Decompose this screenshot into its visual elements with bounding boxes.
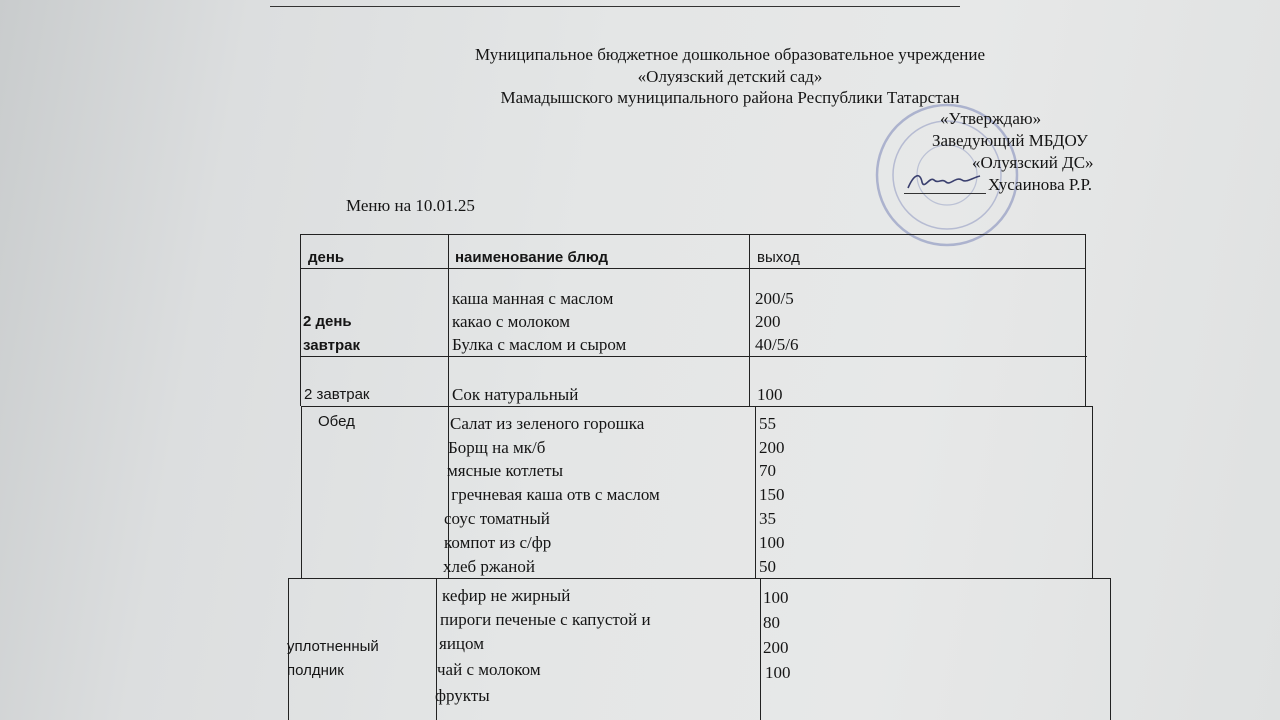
approval-line2: Заведующий МБДОУ bbox=[932, 131, 1088, 150]
breakfast-label-line2: завтрак bbox=[303, 337, 360, 354]
breakfast-yield-1: 200/5 bbox=[755, 289, 794, 308]
snack-yield-1: 100 bbox=[763, 588, 789, 607]
lunch-yield-3: 70 bbox=[759, 461, 776, 480]
snack-dish-5: фрукты bbox=[435, 686, 490, 705]
breakfast-yield-3: 40/5/6 bbox=[755, 335, 799, 354]
lunch-dish-2: Борщ на мк/б bbox=[448, 438, 546, 457]
breakfast-label-line1: 2 день bbox=[303, 313, 352, 330]
snack-dish-2: пироги печеные с капустой и bbox=[440, 610, 651, 629]
org-name-line3: Мамадышского муниципального района Республики Татарстан bbox=[500, 88, 960, 107]
lunch-yield-6: 100 bbox=[759, 533, 785, 552]
breakfast-dish-3: Булка с маслом и сыром bbox=[452, 335, 627, 354]
second-breakfast-yield-1: 100 bbox=[757, 385, 783, 404]
snack-yield-3: 200 bbox=[763, 638, 789, 657]
snack-dish-3: яицом bbox=[439, 634, 484, 653]
approval-line1: «Утверждаю» bbox=[940, 109, 1042, 128]
snack-label-line2: полдник bbox=[287, 662, 344, 679]
lunch-dish-4: гречневая каша отв с маслом bbox=[447, 485, 660, 504]
menu-title: Меню на 10.01.25 bbox=[346, 196, 475, 215]
lunch-dish-5: соус томатный bbox=[444, 509, 550, 528]
lunch-dish-6: компот из с/фр bbox=[444, 533, 552, 552]
approval-line3: «Олуязский ДС» bbox=[972, 153, 1094, 172]
lunch-yield-4: 150 bbox=[759, 485, 785, 504]
lunch-yield-1: 55 bbox=[759, 414, 776, 433]
org-name-line1: Муниципальное бюджетное дошкольное образовательное учреждение bbox=[475, 45, 985, 64]
snack-label-line1: уплотненный bbox=[287, 638, 379, 655]
header-day: день bbox=[308, 249, 345, 266]
snack-yield-4: 100 bbox=[765, 663, 791, 682]
snack-dish-1: кефир не жирный bbox=[442, 586, 571, 605]
header-yield: выход bbox=[757, 249, 800, 266]
snack-yield-2: 80 bbox=[763, 613, 780, 632]
approval-name: Хусаинова Р.Р. bbox=[988, 175, 1093, 194]
lunch-yield-5: 35 bbox=[759, 509, 776, 528]
lunch-dish-7: хлеб ржаной bbox=[443, 557, 535, 576]
second-breakfast-dish-1: Сок натуральный bbox=[452, 385, 579, 404]
header-dish: наименование блюд bbox=[455, 249, 608, 266]
org-name-line2: «Олуязский детский сад» bbox=[637, 67, 823, 86]
breakfast-dish-2: какао с молоком bbox=[452, 312, 570, 331]
lunch-label: Обед bbox=[318, 413, 355, 430]
lunch-dish-3: мясные котлеты bbox=[447, 461, 563, 480]
second-breakfast-label: 2 завтрак bbox=[304, 386, 370, 403]
lunch-yield-7: 50 bbox=[759, 557, 776, 576]
snack-dish-4: чай с молоком bbox=[437, 660, 541, 679]
breakfast-yield-2: 200 bbox=[755, 312, 781, 331]
lunch-dish-1: Салат из зеленого горошка bbox=[450, 414, 645, 433]
breakfast-dish-1: каша манная с маслом bbox=[452, 289, 614, 308]
lunch-yield-2: 200 bbox=[759, 438, 785, 457]
